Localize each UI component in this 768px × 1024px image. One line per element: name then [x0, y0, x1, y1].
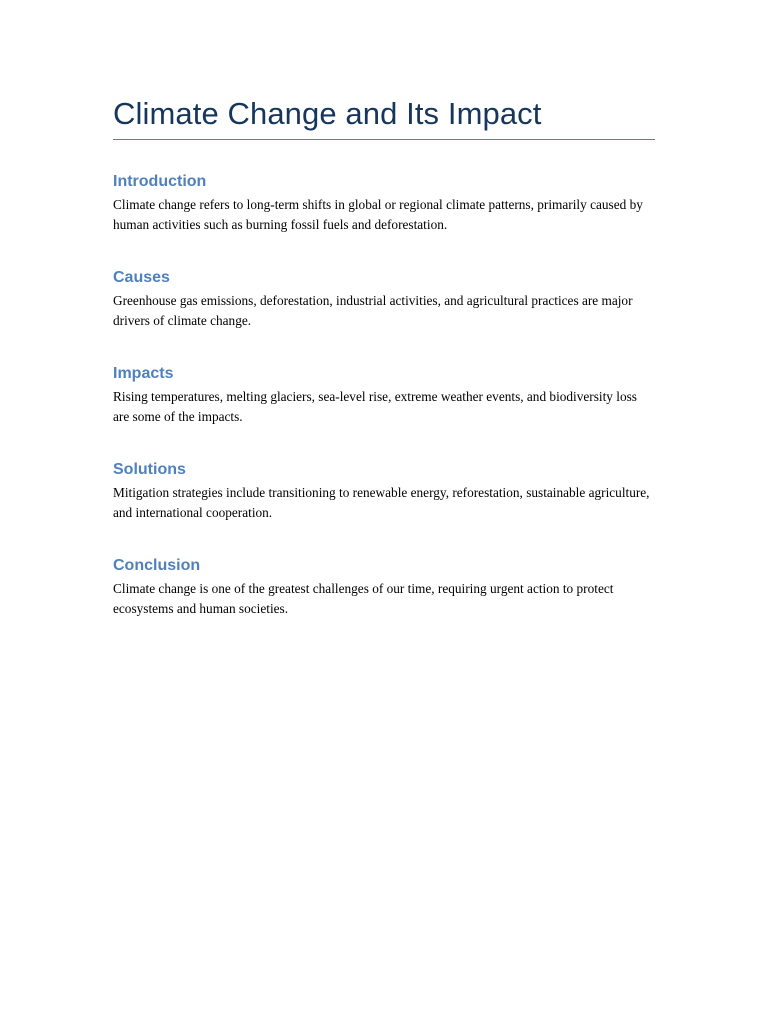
section-body: Rising temperatures, melting glaciers, sea-level rise, extreme weather events, and biodiversity loss are some of the impacts.: [113, 389, 637, 424]
section-heading: Causes: [113, 269, 170, 286]
section-introduction: [113, 171, 655, 234]
document-title: Climate Change and Its Impact: [113, 96, 542, 131]
section-heading: Introduction: [113, 173, 207, 190]
section-solutions: [113, 459, 655, 522]
section-heading: Impacts: [113, 365, 174, 382]
section-body: Greenhouse gas emissions, deforestation, industrial activities, and agricultural practices are major drivers of climate change.: [113, 293, 633, 328]
section-body: Climate change is one of the greatest challenges of our time, requiring urgent action to protect ecosystems and human societies.: [113, 581, 614, 616]
document-page: [113, 92, 655, 618]
section-impacts: [113, 363, 655, 426]
section-conclusion: [113, 555, 655, 618]
section-heading: Solutions: [113, 461, 186, 478]
section-body: Climate change refers to long-term shifts in global or regional climate patterns, primarily caused by human activities such as burning fossil fuels and deforestation.: [113, 197, 643, 232]
title-underline: [113, 139, 655, 140]
section-causes: [113, 267, 655, 330]
section-body: Mitigation strategies include transitioning to renewable energy, reforestation, sustainable agriculture, and international cooperation.: [113, 485, 650, 520]
section-heading: Conclusion: [113, 557, 201, 574]
